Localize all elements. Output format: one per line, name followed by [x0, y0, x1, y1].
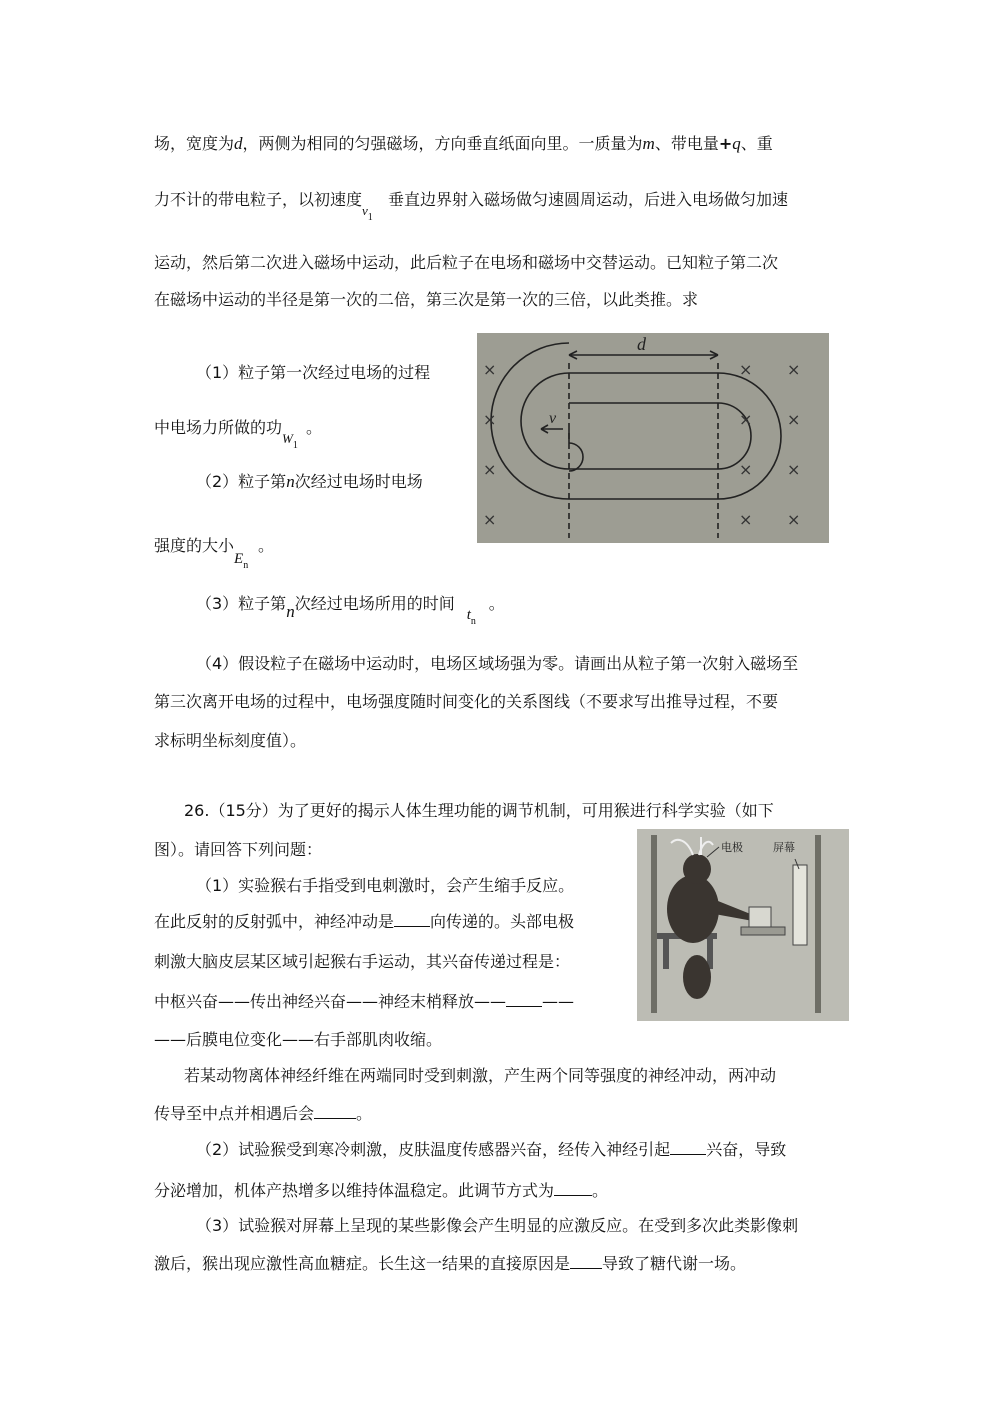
biology-line-4: [154, 912, 574, 932]
d-label: d: [637, 334, 646, 354]
text: （3）粒子第: [196, 594, 287, 613]
physics-line-2: [154, 190, 789, 223]
text: 。: [488, 594, 505, 613]
field-diagram: [477, 333, 829, 543]
biology-line-13: [154, 1254, 746, 1274]
text: 分泌增加，机体产热增多以维持体温稳定。此调节方式为: [154, 1181, 555, 1200]
answer-blank[interactable]: [670, 1140, 706, 1155]
track-1: [569, 403, 751, 469]
electromagnetic-field-figure: [477, 333, 829, 543]
text: 强度的大小: [154, 536, 235, 555]
var-w1: $W_1$: [282, 431, 298, 451]
biology-line-11: [154, 1181, 608, 1201]
field-crosses: [483, 360, 800, 529]
screen-label: 屏幕: [773, 841, 795, 854]
var-tn: $t_n$: [466, 607, 476, 627]
biology-line-7: ——后膜电位变化——右手部肌肉收缩。: [154, 1030, 443, 1049]
text: 中枢兴奋——传出神经兴奋——神经末梢释放——: [154, 992, 507, 1011]
var-m: m: [642, 134, 655, 153]
text: 传导至中点并相遇后会: [154, 1104, 315, 1123]
monkey-head: [683, 854, 711, 884]
question-1-line-2: [154, 418, 323, 451]
cross-mark: ×: [739, 360, 753, 379]
cross-mark: ×: [739, 410, 753, 429]
question-1-line-1: （1）粒子第一次经过电场的过程: [196, 363, 431, 382]
text: 。: [592, 1181, 609, 1200]
question-3: [196, 594, 505, 627]
right-wall: [815, 835, 821, 1013]
electrode-wire: [671, 840, 693, 855]
biology-line-8: 若某动物离体神经纤维在两端同时受到刺激，产生两个同等强度的神经冲动，两冲动: [184, 1066, 777, 1085]
question-4-line-3: 求标明坐标刻度值）。: [154, 731, 307, 750]
physics-line-3: 运动，然后第二次进入磁场中运动，此后粒子在电场和磁场中交替运动。已知粒子第二次: [154, 253, 779, 272]
text: 场，宽度为: [154, 134, 235, 153]
answer-blank[interactable]: [554, 1181, 592, 1196]
cross-mark: ×: [787, 410, 801, 429]
plus-sign: +: [718, 134, 733, 153]
physics-line-1: [154, 134, 773, 154]
text: ——: [542, 992, 575, 1011]
text: 在此反射的反射弧中，神经冲动是: [154, 912, 395, 931]
cross-mark: ×: [787, 510, 801, 529]
track-2: [569, 373, 781, 499]
biology-line-6: [154, 992, 574, 1012]
cross-mark: ×: [483, 510, 497, 529]
cross-mark: ×: [739, 510, 753, 529]
answer-blank[interactable]: [314, 1104, 356, 1119]
text: 、重: [740, 134, 773, 153]
var-n: n: [286, 472, 295, 491]
screen-shape: [793, 865, 807, 945]
answer-blank[interactable]: [506, 992, 542, 1007]
var-n: n: [286, 602, 295, 621]
biology-line-9: [154, 1104, 372, 1124]
text: 。: [258, 536, 275, 555]
v-label: v: [549, 410, 557, 427]
cross-mark: ×: [483, 410, 497, 429]
answer-blank[interactable]: [394, 912, 430, 927]
question-2-line-1: [196, 472, 423, 492]
var-v1: $v_1$: [362, 203, 373, 223]
var-q: q: [732, 134, 741, 153]
text: 兴奋，导致: [706, 1140, 787, 1159]
biology-line-12: （3）试验猴对屏幕上呈现的某些影像会产生明显的应激反应。在受到多次此类影像刺: [196, 1216, 799, 1235]
text: 、带电量: [654, 134, 719, 153]
text: （2）粒子第: [196, 472, 287, 491]
start-arc: [569, 443, 583, 471]
var-d: d: [234, 134, 243, 153]
biology-question-26-title: 26.（15分）为了更好的揭示人体生理功能的调节机制，可用猴进行科学实验（如下: [184, 801, 774, 820]
monkey-legs: [683, 955, 711, 999]
biology-line-3: （1）实验猴右手指受到电刺激时，会产生缩手反应。: [196, 876, 575, 895]
cross-mark: ×: [787, 360, 801, 379]
physics-line-4: 在磁场中运动的半径是第一次的二倍，第三次是第一次的三倍，以此类推。求: [154, 290, 699, 309]
text: 垂直边界射入磁场做匀速圆周运动，后进入电场做匀加速: [388, 190, 789, 209]
text: 导致了糖代谢一场。: [602, 1254, 747, 1273]
text: 。: [356, 1104, 373, 1123]
electrode-label: 电极: [721, 841, 743, 854]
biology-line-2: 图）。请回答下列问题：: [154, 840, 323, 859]
text: （2）试验猴受到寒冷刺激，皮肤温度传感器兴奋，经传入神经引起: [196, 1140, 671, 1159]
device: [749, 907, 771, 927]
monkey-experiment-figure: [637, 829, 849, 1021]
text: 力不计的带电粒子，以初速度: [154, 190, 363, 209]
answer-blank[interactable]: [570, 1254, 602, 1269]
left-wall: [651, 835, 657, 1013]
text: 次经过电场所用的时间: [294, 594, 455, 613]
monkey-illustration: [637, 829, 849, 1021]
biology-line-5: 刺激大脑皮层某区域引起猴右手运动，其兴奋传递过程是：: [154, 952, 571, 971]
cross-mark: ×: [787, 460, 801, 479]
cross-mark: ×: [739, 460, 753, 479]
text: ，两侧为相同的匀强磁场，方向垂直纸面向里。一质量为: [242, 134, 643, 153]
text: 向传递的。头部电极: [430, 912, 575, 931]
cross-mark: ×: [483, 460, 497, 479]
text: 次经过电场时电场: [294, 472, 423, 491]
var-en: $E_n$: [234, 551, 249, 571]
text: 。: [306, 418, 323, 437]
question-4-line-1: （4）假设粒子在磁场中运动时，电场区域场强为零。请画出从粒子第一次射入磁场至: [196, 654, 799, 673]
cross-mark: ×: [483, 360, 497, 379]
question-4-line-2: 第三次离开电场的过程中，电场强度随时间变化的关系图线（不要求写出推导过程，不要: [154, 692, 779, 711]
text: 中电场力所做的功: [154, 418, 283, 437]
question-2-line-2: [154, 536, 275, 571]
text: 激后，猴出现应激性高血糖症。长生这一结果的直接原因是: [154, 1254, 571, 1273]
biology-line-10: [196, 1140, 786, 1160]
